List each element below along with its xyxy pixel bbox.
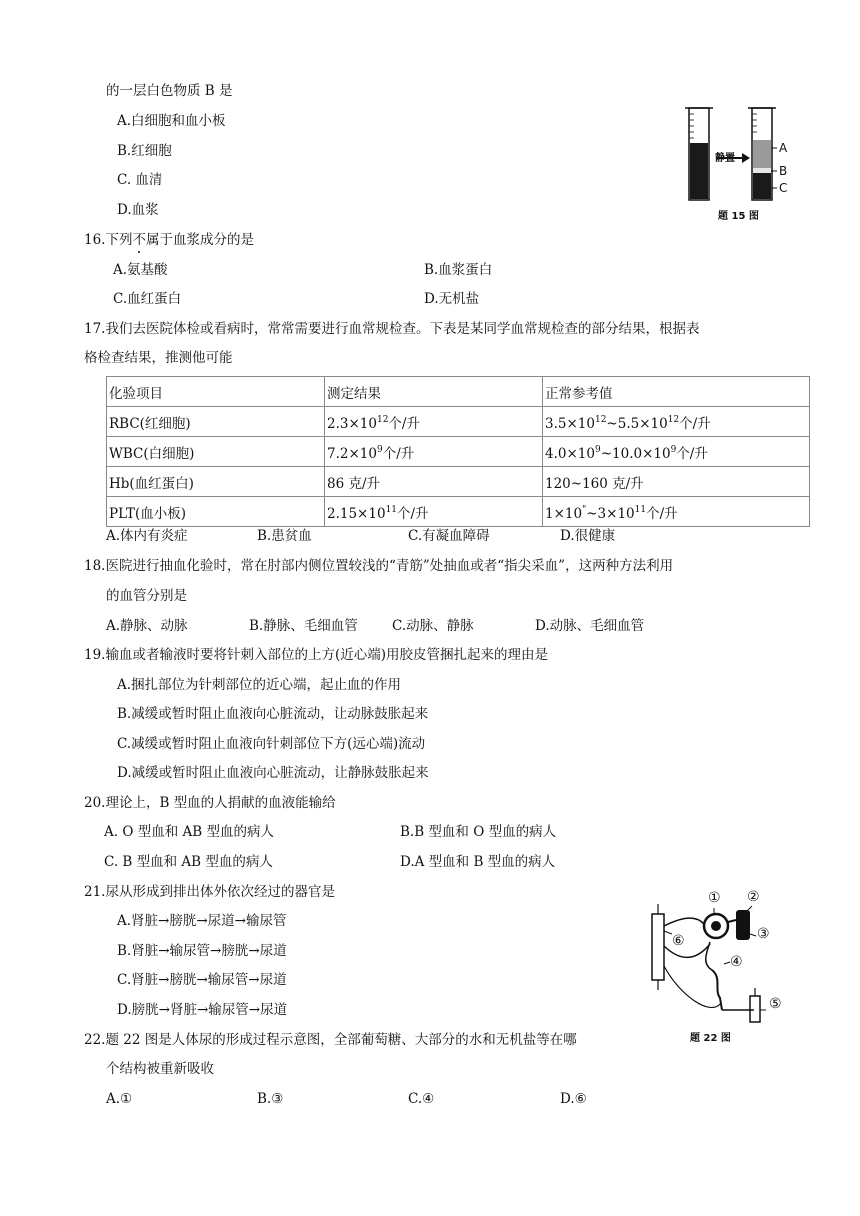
table-cell-reference [543, 407, 810, 437]
table-header-cell: 化验项目 [107, 377, 325, 407]
result-exponent: 9 [376, 444, 383, 455]
q22-label-6: ⑥ [672, 933, 685, 949]
q20-option-b: B.B 型血和 O 型血的病人 [400, 824, 557, 840]
table-header-cell: 正常参考值 [543, 377, 810, 407]
q16-stem [84, 231, 254, 249]
q15-option-a: A.白细胞和血小板 [117, 113, 226, 129]
ref-high: ~3×10 [586, 505, 635, 522]
table-cell-item: WBC(白细胞) [107, 437, 325, 467]
result-exponent: 11 [385, 504, 398, 515]
q15-option-c: C. 血清 [117, 172, 163, 188]
ref-high: ~10.0×10 [600, 445, 671, 462]
ref-high-exponent: 11 [634, 504, 647, 515]
result-base: 86 克/升 [327, 475, 381, 492]
q18-option-b: B.静脉、毛细血管 [249, 618, 358, 634]
q15-label-c: C [779, 181, 788, 195]
q15-arrow-label: 静置 [715, 153, 735, 164]
table-row [107, 497, 810, 527]
q22-label-3: ③ [757, 926, 770, 942]
ref-unit: 个/升 [679, 415, 711, 432]
q19-option-d: D.减缓或暂时阻止血液向心脏流动，让静脉鼓胀起来 [117, 765, 429, 781]
q22-option-c: C.④ [408, 1091, 435, 1107]
q18-option-d: D.动脉、毛细血管 [535, 618, 645, 634]
table-cell-result [325, 467, 543, 497]
q21-stem: 21.尿从形成到排出体外依次经过的器官是 [84, 884, 335, 900]
result-unit: 个/升 [388, 415, 420, 432]
q16-option-d: D.无机盐 [424, 291, 480, 307]
table-cell-reference [543, 437, 810, 467]
q21-option-d: D.膀胱→肾脏→输尿管→尿道 [117, 1002, 288, 1018]
q17-option-a: A.体内有炎症 [106, 528, 188, 544]
ref-high: ~5.5×10 [606, 415, 668, 432]
table-cell-reference [543, 497, 810, 527]
q22-option-b: B.③ [257, 1091, 284, 1107]
q15-label-b: B [779, 164, 788, 178]
ref-low: 1×10 [545, 505, 583, 522]
q22-stem-line1: 22.题 22 图是人体尿的形成过程示意图，全部葡萄糖、大部分的水和无机盐等在哪 [84, 1032, 577, 1048]
q16-option-b: B.血浆蛋白 [424, 262, 493, 278]
table-cell-item: PLT(血小板) [107, 497, 325, 527]
ref-low: 4.0×10 [545, 445, 595, 462]
table-header-cell: 测定结果 [325, 377, 543, 407]
table-row [107, 407, 810, 437]
table-row [107, 437, 810, 467]
q18-stem-line2: 的血管分别是 [106, 588, 187, 604]
table-cell-result [325, 437, 543, 467]
q17-stem-line2: 格检查结果，推测他可能 [84, 350, 233, 366]
q16-stem-emphasis: 不 [132, 232, 146, 248]
result-base: 2.15×10 [327, 505, 386, 522]
result-unit: 个/升 [397, 505, 429, 522]
q20-stem: 20.理论上，B 型血的人捐献的血液能输给 [84, 795, 336, 811]
ref-high-exponent: 9 [670, 444, 677, 455]
result-base: 7.2×10 [327, 445, 377, 462]
table-cell-reference [543, 467, 810, 497]
q17-option-b: B.患贫血 [257, 528, 312, 544]
q16-option-a: A.氨基酸 [113, 262, 168, 278]
q22-label-2: ② [747, 889, 760, 905]
q21-option-b: B.肾脏→输尿管→膀胱→尿道 [117, 943, 287, 959]
q21-option-a: A.肾脏→膀胱→尿道→输尿管 [117, 913, 287, 929]
q17-option-c: C.有凝血障碍 [408, 528, 490, 544]
blood-test-table [106, 376, 810, 527]
q15-figure-caption: 题 15 图 [718, 211, 759, 222]
result-exponent: 12 [376, 414, 389, 425]
table-cell-result [325, 407, 543, 437]
q18-option-a: A.静脉、动脉 [106, 618, 188, 634]
q22-option-d: D.⑥ [560, 1091, 587, 1107]
q22-label-4: ④ [730, 954, 743, 970]
q17-stem-line1: 17.我们去医院体检或看病时，常常需要进行血常规检查。下表是某同学血常规检查的部分结果，根据表 [84, 321, 700, 337]
q15-label-a: A [779, 141, 788, 155]
q19-option-a: A.捆扎部位为针刺部位的近心端，起止血的作用 [117, 677, 402, 693]
q19-option-b: B.减缓或暂时阻止血液向心脏流动，让动脉鼓胀起来 [117, 706, 429, 722]
table-cell-result [325, 497, 543, 527]
ref-low-exponent: 12 [594, 414, 607, 425]
q22-stem-line2: 个结构被重新吸收 [106, 1061, 214, 1077]
q19-stem: 19.输血或者输液时要将针刺入部位的上方(近心端)用胶皮管捆扎起来的理由是 [84, 647, 549, 663]
ref-low-exponent: " [582, 504, 587, 515]
q18-option-c: C.动脉、静脉 [392, 618, 474, 634]
result-unit: 个/升 [382, 445, 415, 462]
q22-label-5: ⑤ [769, 996, 782, 1012]
q18-stem-line1: 18.医院进行抽血化验时，常在肘部内侧位置较浅的“青筋”处抽血或者“指尖采血”，这两种方法利用 [84, 558, 674, 574]
q19-option-c: C.减缓或暂时阻止血液向针刺部位下方(远心端)流动 [117, 736, 426, 752]
table-cell-item: RBC(红细胞) [107, 407, 325, 437]
ref-high-exponent: 12 [667, 414, 680, 425]
ref-unit: 个/升 [676, 445, 708, 462]
q20-option-d: D.A 型血和 B 型血的病人 [400, 854, 556, 870]
ref-low: 3.5×10 [545, 415, 595, 432]
ref-unit: 个/升 [646, 505, 678, 522]
q22-figure-caption: 题 22 图 [690, 1033, 731, 1044]
table-row [107, 467, 810, 497]
q15-option-d: D.血浆 [117, 202, 159, 218]
q20-option-c: C. B 型血和 AB 型血的病人 [104, 854, 273, 870]
q15-option-b: B.红细胞 [117, 143, 172, 159]
q22-label-1: ① [708, 890, 721, 906]
q21-option-c: C.肾脏→膀胱→输尿管→尿道 [117, 972, 287, 988]
q16-stem-suffix: 属于血浆成分的是 [145, 232, 254, 248]
q20-option-a: A. O 型血和 AB 型血的病人 [104, 824, 274, 840]
ref-range: 120~160 克/升 [545, 475, 644, 492]
q16-stem-prefix: 16.下列 [84, 232, 133, 248]
ref-low-exponent: 9 [594, 444, 601, 455]
q22-option-a: A.① [106, 1091, 133, 1107]
q17-option-d: D.很健康 [560, 528, 616, 544]
result-base: 2.3×10 [327, 415, 377, 432]
table-cell-item: Hb(血红蛋白) [107, 467, 325, 497]
table-header-row [107, 377, 810, 407]
q15-stem-tail: 的一层白色物质 B 是 [106, 83, 233, 99]
q16-option-c: C.血红蛋白 [113, 291, 182, 307]
